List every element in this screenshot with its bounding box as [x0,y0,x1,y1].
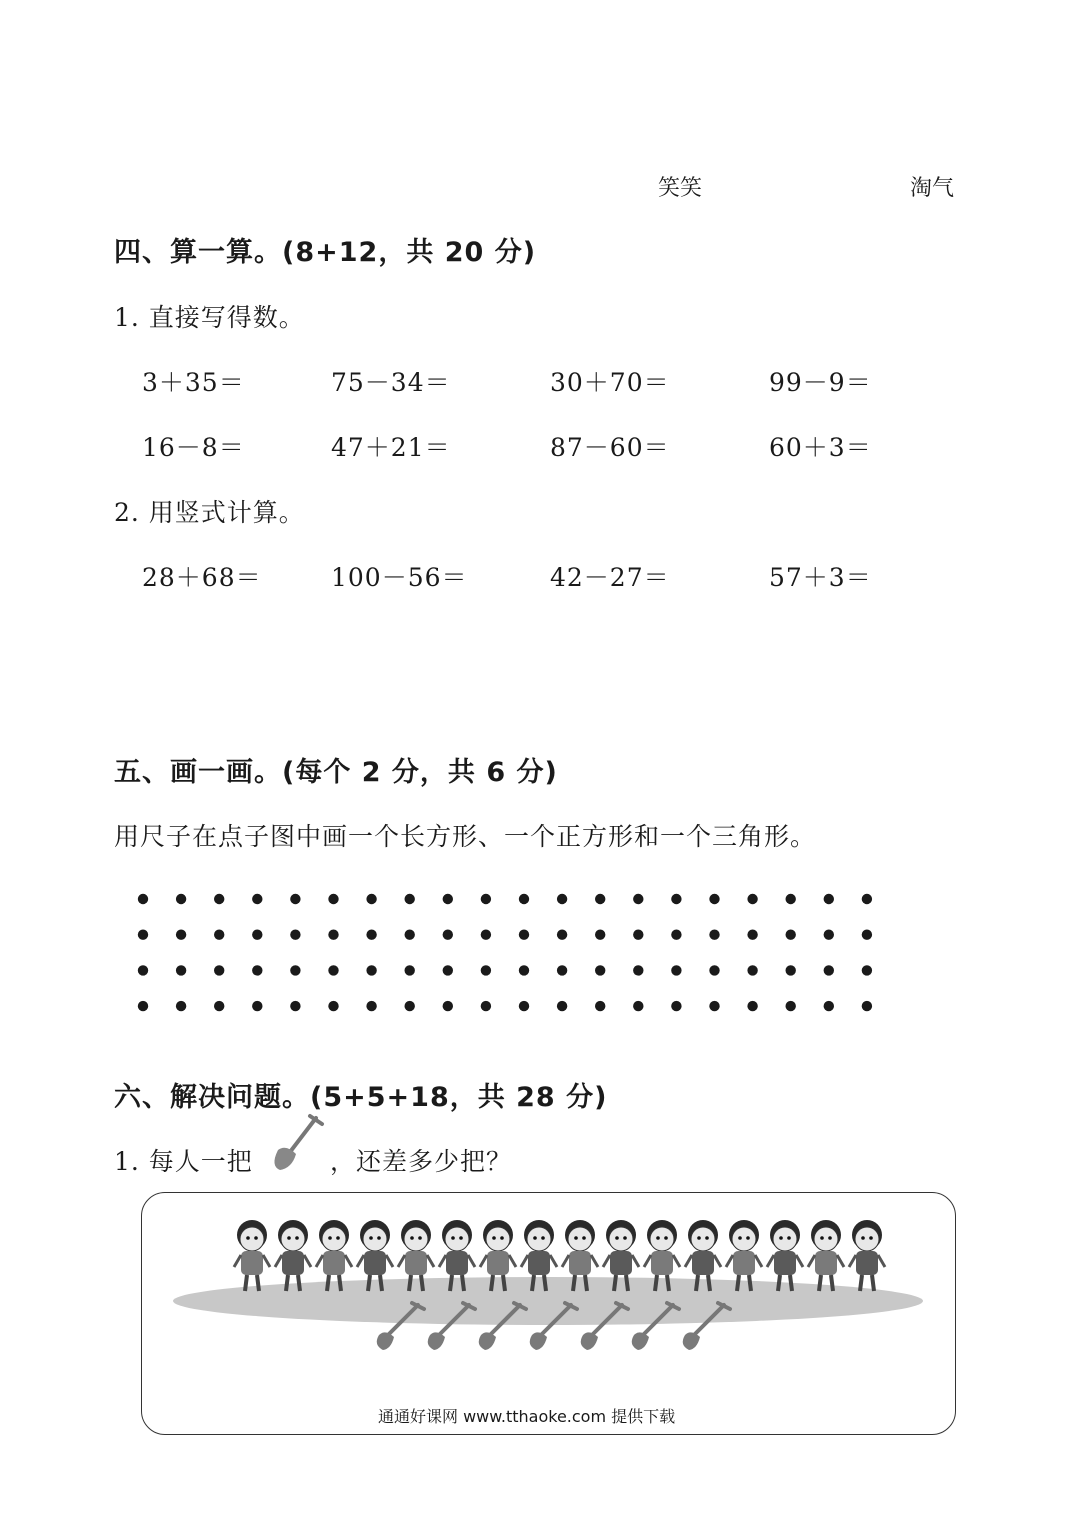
grid-dot[interactable] [824,965,834,975]
equation: 100－56＝ [331,563,468,592]
grid-dot[interactable] [709,1001,719,1011]
grid-dot[interactable] [709,930,719,940]
equation: 99－9＝ [769,368,872,397]
grid-dot[interactable] [519,965,529,975]
grid-dot[interactable] [366,894,376,904]
grid-dot[interactable] [252,894,262,904]
grid-dot[interactable] [633,965,643,975]
grid-dot[interactable] [290,965,300,975]
grid-dot[interactable] [862,965,872,975]
child-figure [808,1220,844,1291]
equation: 60＋3＝ [769,433,872,462]
equation: 28＋68＝ [142,563,262,592]
grid-dot[interactable] [671,965,681,975]
grid-dot[interactable] [366,1001,376,1011]
grid-dot[interactable] [709,965,719,975]
grid-dot[interactable] [481,930,491,940]
grid-dot[interactable] [481,894,491,904]
grid-dot[interactable] [671,894,681,904]
grid-dot[interactable] [747,894,757,904]
grid-dot[interactable] [862,1001,872,1011]
grid-dot[interactable] [671,930,681,940]
grid-dot[interactable] [595,965,605,975]
grid-dot[interactable] [214,1001,224,1011]
grid-dot[interactable] [557,1001,567,1011]
grid-dot[interactable] [786,1001,796,1011]
grid-dot[interactable] [443,894,453,904]
grid-dot[interactable] [176,894,186,904]
section-6-title: 六、解决问题。(5+5+18，共 28 分) [114,1082,608,1113]
grid-dot[interactable] [824,1001,834,1011]
grid-dot[interactable] [138,965,148,975]
grid-dot[interactable] [252,930,262,940]
grid-dot[interactable] [709,894,719,904]
grid-dot[interactable] [633,930,643,940]
grid-dot[interactable] [481,1001,491,1011]
grid-dot[interactable] [557,965,567,975]
child-figure [767,1220,803,1291]
grid-dot[interactable] [405,1001,415,1011]
grid-dot[interactable] [405,930,415,940]
grid-dot[interactable] [366,930,376,940]
grid-dot[interactable] [214,894,224,904]
grid-dot[interactable] [328,965,338,975]
grid-dot[interactable] [633,894,643,904]
grid-dot[interactable] [290,894,300,904]
question-4-2-label: 2. 用竖式计算。 [114,498,305,527]
grid-dot[interactable] [557,930,567,940]
child-figure [849,1220,885,1291]
question-6-1-prefix: 1. 每人一把 [114,1147,253,1176]
grid-dot[interactable] [290,1001,300,1011]
grid-dot[interactable] [405,894,415,904]
grid-dot[interactable] [595,930,605,940]
question-6-1-suffix: ，还差多少把？ [330,1147,513,1176]
grid-dot[interactable] [328,930,338,940]
grid-dot[interactable] [557,894,567,904]
grid-dot[interactable] [747,965,757,975]
grid-dot[interactable] [176,1001,186,1011]
child-figure [316,1220,352,1291]
grid-dot[interactable] [519,1001,529,1011]
grid-dot[interactable] [671,1001,681,1011]
grid-dot[interactable] [443,930,453,940]
scene-picture-frame [141,1192,956,1435]
grid-dot[interactable] [138,1001,148,1011]
grid-dot[interactable] [252,965,262,975]
section-5-title: 五、画一画。(每个 2 分，共 6 分) [114,757,558,788]
grid-dot[interactable] [138,930,148,940]
grid-dot[interactable] [443,1001,453,1011]
name-xiaoxiao: 笑笑 [658,176,703,201]
equation: 16－8＝ [142,433,245,462]
grid-dot[interactable] [290,930,300,940]
grid-dot[interactable] [481,965,491,975]
grid-dot[interactable] [862,930,872,940]
equation: 42－27＝ [550,563,670,592]
child-figure [275,1220,311,1291]
grid-dot[interactable] [747,930,757,940]
grid-dot[interactable] [786,965,796,975]
grid-dot[interactable] [405,965,415,975]
children-scene [142,1193,954,1433]
grid-dot[interactable] [519,930,529,940]
equation: 75－34＝ [331,368,451,397]
grid-dot[interactable] [786,930,796,940]
grid-dot[interactable] [824,930,834,940]
grid-dot[interactable] [366,965,376,975]
grid-dot[interactable] [443,965,453,975]
grid-dot[interactable] [252,1001,262,1011]
shovel-icon [266,1112,326,1174]
question-4-1-label: 1. 直接写得数。 [114,303,305,332]
equation: 3＋35＝ [142,368,245,397]
credit-text: 通通好课网 www.tthaoke.com 提供下载 [378,1407,676,1426]
name-taoqi: 淘气 [910,176,955,201]
grid-dot[interactable] [138,894,148,904]
grid-dot[interactable] [176,965,186,975]
grid-dot[interactable] [862,894,872,904]
section-4-title: 四、算一算。(8+12，共 20 分) [114,237,537,268]
equation: 57＋3＝ [769,563,872,592]
grid-dot[interactable] [824,894,834,904]
grid-dot[interactable] [633,1001,643,1011]
grid-dot[interactable] [747,1001,757,1011]
grid-dot[interactable] [519,894,529,904]
section-5-instruction: 用尺子在点子图中画一个长方形、一个正方形和一个三角形。 [114,822,817,851]
grid-dot[interactable] [328,894,338,904]
grid-dot[interactable] [214,930,224,940]
equation: 30＋70＝ [550,368,670,397]
grid-dot[interactable] [214,965,224,975]
grid-dot[interactable] [176,930,186,940]
child-figure [234,1220,270,1291]
equation: 87－60＝ [550,433,670,462]
equation: 47＋21＝ [331,433,451,462]
grid-dot[interactable] [328,1001,338,1011]
grid-dot[interactable] [595,1001,605,1011]
grid-dot[interactable] [786,894,796,904]
grid-dot[interactable] [595,894,605,904]
